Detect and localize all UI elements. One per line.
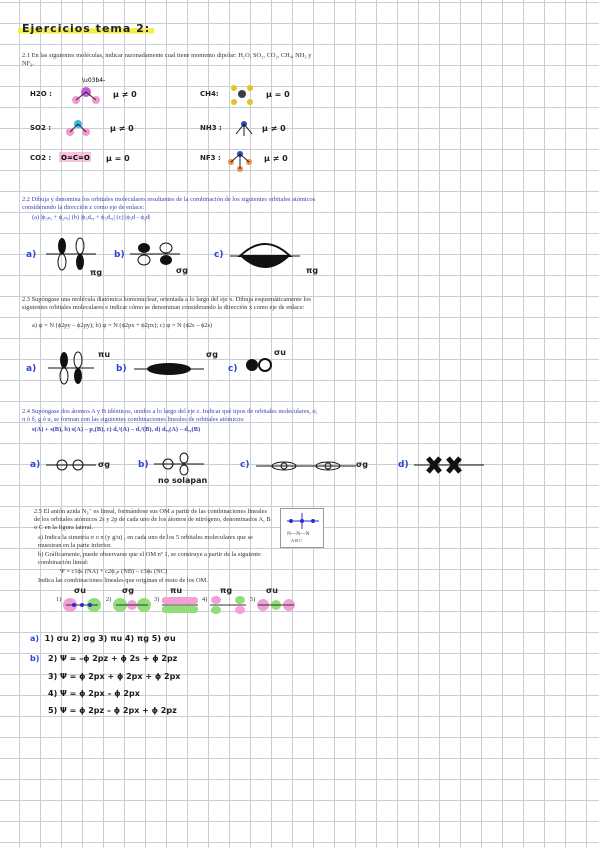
ex22-sym-b: σg [176, 266, 188, 275]
ex24-label-c: c) [240, 460, 250, 470]
molecule-so2-label: SO2 : [30, 124, 52, 132]
nf3-mu: μ ≠ 0 [264, 154, 288, 163]
exercise-2-2-text: 2.2 Dibuja y denomina los orbitales moleculares resultantes de la combinación de los siguientes orbitales atómicos considerando la dirección z como eje de enlace: [22, 196, 316, 212]
exercise-2-5-text2: a) Indica la simetría σ o π (y g/u) , en cada uno de los 5 orbitales moleculares que se muestran en la parte inferior. [38, 534, 254, 550]
exercise-2-5-text1: 2.5 El anión azida N₃⁻ es lineal, formándose sus OM a partir de las combinaciones lineales de los orbitales atómicos 2s y 2p de cada uno de los átomos de nitrógeno, denominados A, B o C en la figura lateral. [34, 508, 271, 532]
exercise-2-5-formula: Ψ = c1ϕₛ (NA) + c2ϕ₂ₚ (NB) – c3ϕₛ (NC) [60, 568, 168, 575]
molecule-ch4-label: CH4: [200, 90, 219, 98]
om-sym-3: πu [170, 586, 183, 595]
svg-text:\u03b4-: \u03b4- [82, 77, 106, 84]
nf3-drawing [226, 142, 254, 174]
ex22-label-a: a) [26, 250, 37, 260]
svg-text:O=C=O: O=C=O [61, 154, 90, 162]
ex24-orbital-c [256, 458, 356, 474]
answer-b [30, 654, 39, 663]
exercise-2-2-options: (a) |ϕ₂ₚᵧ + ϕ₂ₚᵧ| (b) |ϕ₃dₓᵧ + ϕ₃dₓᵧ| (c) |ϕ₃d - ϕ₃d| [32, 214, 151, 221]
ex24-label-b: b) [138, 460, 149, 470]
answer-b-line-2: 2) Ψ = –ϕ 2pz + ϕ 2s + ϕ 2pz [48, 654, 178, 663]
ex23-label-c: c) [228, 364, 238, 374]
h2o-mu: μ ≠ 0 [113, 90, 137, 99]
so2-mu: μ ≠ 0 [110, 124, 134, 133]
om-number-1: 1) [56, 596, 62, 603]
h2o-drawing [68, 78, 108, 108]
exercise-2-3-options: a) ψ = N (ϕ2py – ϕ2py); b) ψ = N (ϕ2px + ϕ2px); c) ψ = N (ϕ2s – ϕ2s) [32, 322, 213, 329]
ex23-label-a: a) [26, 364, 37, 374]
om-sym-2: σg [122, 586, 134, 595]
om-number-3: 3) [154, 596, 160, 603]
ex23-sym-c: σu [274, 348, 286, 357]
ex22-sym-a: πg [90, 268, 103, 277]
om-4-drawing [208, 594, 248, 616]
answer-a-key: a) [30, 634, 40, 643]
ex24-label-d: d) [398, 460, 409, 470]
answer-b-line-5: 5) Ψ = ϕ 2pz – ϕ 2px + ϕ 2pz [48, 706, 177, 715]
ex22-sym-c: πg [306, 266, 319, 275]
molecule-nh3-label: NH3 : [200, 124, 222, 132]
answer-a-text: 1) σu 2) σg 3) πu 4) πg 5) σu [44, 634, 176, 643]
co2-drawing [58, 150, 92, 164]
azide-figure-label: N—N—N [287, 531, 310, 537]
answer-b-key: b) [30, 654, 40, 663]
ex23-sym-a: πu [98, 350, 111, 359]
ex22-orbital-c [230, 238, 300, 278]
nh3-mu: μ ≠ 0 [262, 124, 286, 133]
molecule-co2-label: CO2 : [30, 154, 52, 162]
ex24-label-a: a) [30, 460, 41, 470]
answer-b-line-4: 4) Ψ = ϕ 2px – ϕ 2px [48, 689, 140, 698]
ex24-sym-a: σg [98, 460, 110, 469]
ex22-orbital-b [130, 236, 180, 272]
ex23-sym-b: σg [206, 350, 218, 359]
ex23-orbital-a [48, 348, 94, 388]
om-5-drawing [256, 596, 296, 614]
page-title: Ejercicios tema 2: [18, 22, 154, 35]
ex23-orbital-c [244, 356, 274, 374]
answer-b-line-3: 3) Ψ = ϕ 2px + ϕ 2px + ϕ 2px [48, 672, 181, 681]
azide-figure [280, 508, 324, 548]
exercise-2-1-text: 2.1 En las siguientes moléculas, indicar razonadamente cual tiene momento dipolar: H₂O, SO₂, CO₂, CH₄, NH₃ y NF₃. [22, 52, 312, 68]
ex22-orbital-a [46, 234, 96, 274]
molecule-h2o-label: H2O : [30, 90, 52, 98]
co2-mu: μ = 0 [106, 154, 130, 163]
exercise-2-3-text: 2.3 Supóngase una molécula diatómica homonuclear, orientada a lo largo del eje x. Dibuja esquemáticamente los siguientes orbitales moleculares e indicar cómo se denominan considerando la dirección x como eje de enlace: [22, 296, 311, 312]
exercise-2-5-text4: Indica las combinaciones lineales que originan el resto de los OM. [38, 577, 208, 584]
om-sym-1: σu [74, 586, 86, 595]
ex24-orbital-d [414, 454, 484, 476]
om-2-drawing [112, 596, 152, 614]
ex24-orbital-a [46, 458, 96, 472]
om-1-drawing [62, 596, 102, 614]
om-number-4: 4) [202, 596, 208, 603]
om-number-2: 2) [106, 596, 112, 603]
exercise-2-4-text: 2.4 Supóngase dos átomos A y B idénticos, unidos a lo largo del eje z. Indicar qué tipos de orbitales moleculares, σ, π ó δ, g ó u, se forman con las siguientes combinaciones lineales de orbitales atómicos: [22, 408, 318, 424]
ex23-label-b: b) [116, 364, 127, 374]
ex24-sym-c: σg [356, 460, 368, 469]
ch4-drawing [228, 82, 258, 108]
om-number-5: 5) [250, 596, 256, 603]
ch4-mu: μ = 0 [266, 90, 290, 99]
om-3-drawing [160, 594, 200, 616]
om-sym-5: σu [266, 586, 278, 595]
ex22-label-b: b) [114, 250, 125, 260]
ex23-orbital-b [134, 360, 204, 378]
molecule-nf3-label: NF3 : [200, 154, 221, 162]
ex24-orbital-b [154, 452, 204, 476]
so2-drawing [62, 114, 96, 142]
ex24-sym-b: no solapan [158, 476, 208, 485]
exercise-2-4-options: s(A) + s(B), b) s(A) – pₓ(B), c) dₓ²(A) – dₓ²(B), d) dₓᵧ(A) – dₓᵧ(B) [32, 426, 201, 433]
ex22-label-c: c) [214, 250, 224, 260]
om-sym-4: πg [220, 586, 233, 595]
answer-a [30, 634, 176, 643]
exercise-2-5-text3: b) Gráficamente, puede observarse que el OM nº 1, se construye a partir de la siguiente combinación lineal: [38, 551, 261, 567]
azide-figure-abc: A B C [291, 538, 303, 543]
nh3-drawing [232, 112, 256, 142]
